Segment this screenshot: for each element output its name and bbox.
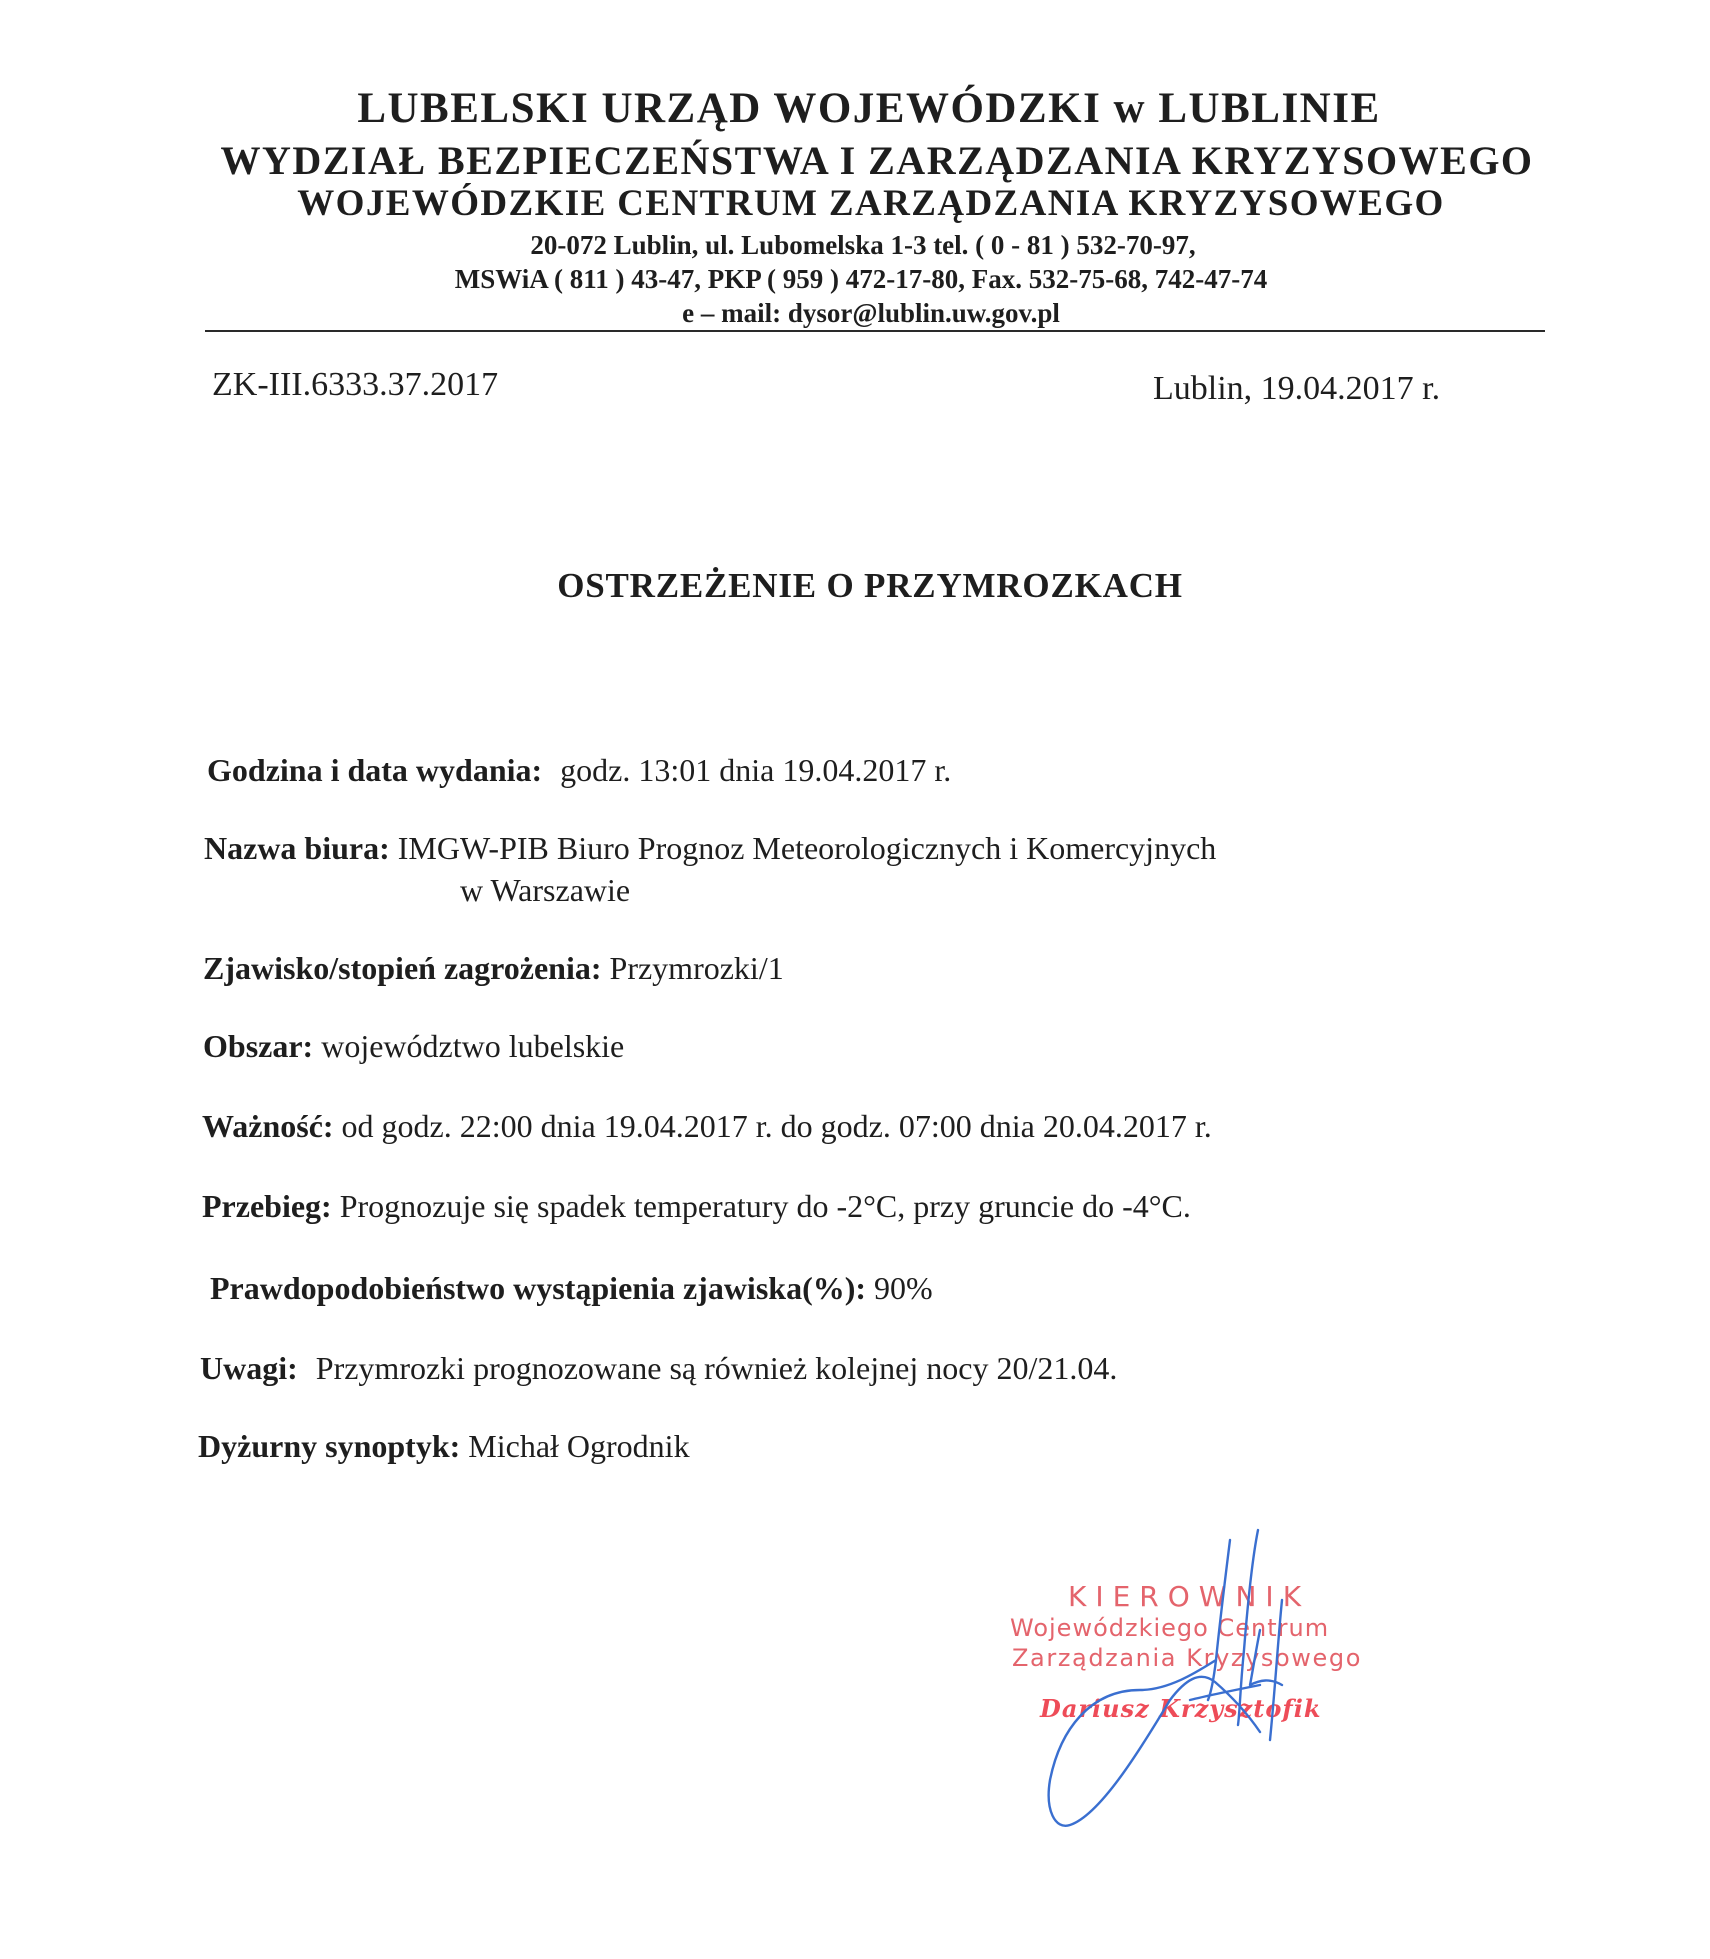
letterhead-phones: MSWiA ( 811 ) 43-47, PKP ( 959 ) 472-17-80, Fax. 532-75-68, 742-47-74: [454, 264, 1268, 294]
reference-number: ZK-III.6333.37.2017: [212, 366, 499, 403]
field-label: Obszar:: [203, 1028, 314, 1064]
letterhead-divider: [205, 330, 1545, 332]
field-probability: [210, 1270, 933, 1307]
stamp-title: KIEROWNIK: [1068, 1580, 1311, 1613]
field-course: [202, 1188, 1191, 1225]
field-label: Ważność:: [202, 1108, 334, 1144]
field-remarks: [200, 1350, 1117, 1387]
field-label: Przebieg:: [202, 1188, 332, 1224]
document-title: OSTRZEŻENIE O PRZYMROZKACH: [557, 566, 1183, 605]
letterhead-email: e – mail: dysor@lublin.uw.gov.pl: [682, 298, 1060, 328]
field-label: Godzina i data wydania:: [207, 752, 543, 788]
stamp-name: Dariusz Krzysztofik: [1040, 1694, 1322, 1723]
field-validity: [202, 1108, 1212, 1145]
place-date: Lublin, 19.04.2017 r.: [1153, 370, 1441, 407]
signature-stroke: [1049, 1530, 1282, 1826]
field-value: IMGW-PIB Biuro Prognoz Meteorologicznych i Komercyjnych: [397, 830, 1217, 866]
field-value: Michał Ogrodnik: [468, 1428, 690, 1464]
field-value: 90%: [874, 1270, 933, 1306]
field-value: Przymrozki prognozowane są również kolejnej nocy 20/21.04.: [315, 1350, 1118, 1386]
field-label: Dyżurny synoptyk:: [198, 1428, 461, 1464]
field-office-continuation: w Warszawie: [460, 872, 631, 908]
field-value: Prognozuje się spadek temperatury do -2°C, przy gruncie do -4°C.: [339, 1188, 1191, 1224]
field-phenomenon: [203, 950, 784, 987]
field-label: Zjawisko/stopień zagrożenia:: [203, 950, 602, 986]
field-value: od godz. 22:00 dnia 19.04.2017 r. do godz. 07:00 dnia 20.04.2017 r.: [341, 1108, 1212, 1144]
letterhead-center: WOJEWÓDZKIE CENTRUM ZARZĄDZANIA KRYZYSOWEGO: [297, 183, 1445, 224]
field-issued: [207, 752, 951, 789]
field-area: [203, 1028, 624, 1065]
letterhead-department: WYDZIAŁ BEZPIECZEŃSTWA I ZARZĄDZANIA KRYZYSOWEGO: [220, 138, 1534, 183]
field-value: godz. 13:01 dnia 19.04.2017 r.: [560, 752, 952, 788]
field-label: Prawdopodobieństwo wystąpienia zjawiska(%):: [210, 1270, 867, 1306]
field-label: Nazwa biura:: [204, 830, 390, 866]
field-value: Przymrozki/1: [609, 950, 784, 986]
field-forecaster: [198, 1428, 690, 1465]
letterhead-address: 20-072 Lublin, ul. Lubomelska 1-3 tel. ( 0 - 81 ) 532-70-97,: [530, 230, 1196, 260]
letterhead-office-name: LUBELSKI URZĄD WOJEWÓDZKI w LUBLINIE: [357, 85, 1381, 132]
handwritten-signature: [1020, 1510, 1320, 1840]
field-value: województwo lubelskie: [321, 1028, 625, 1064]
field-label: Uwagi:: [200, 1350, 298, 1386]
stamp-institution-line2: Zarządzania Kryzysowego: [1012, 1644, 1362, 1672]
stamp-institution-line1: Wojewódzkiego Centrum: [1010, 1614, 1330, 1642]
field-office: [204, 830, 1216, 867]
